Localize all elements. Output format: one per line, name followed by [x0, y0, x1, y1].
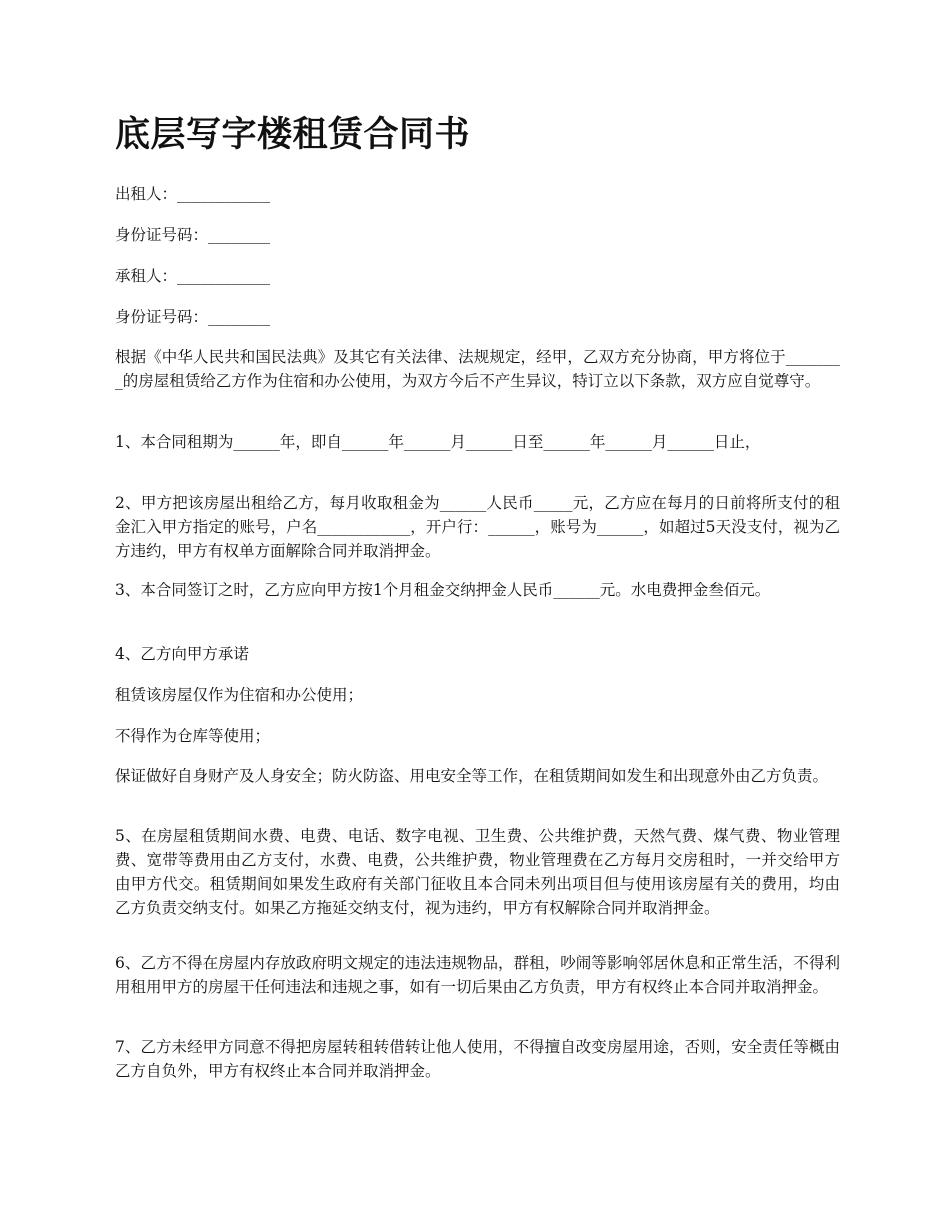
lessor-id-field: 身份证号码：________	[115, 226, 271, 244]
lessee-id-field: 身份证号码：________	[115, 308, 271, 326]
document-title: 底层写字楼租赁合同书	[115, 114, 471, 155]
clause-4: 4、乙方向甲方承诺	[115, 645, 249, 663]
clause-6: 6、乙方不得在房屋内存放政府明文规定的违法违规物品，群租，吵闹等影响邻居休息和正常生活，不得利用租用甲方的房屋干任何违法和违规之事，如有一切后果由乙方负责，甲方有权终止本合同并取消押金。	[115, 954, 840, 996]
clause-1: 1、本合同租期为______年，即自______年______月______日至______年______月______日止，	[115, 433, 761, 451]
clause-4-item-2: 不得作为仓库等使用；	[115, 727, 271, 745]
clause-4-item-1: 租赁该房屋仅作为住宿和办公使用；	[115, 686, 364, 704]
clause-7: 7、乙方未经甲方同意不得把房屋转租转借转让他人使用，不得擅自改变房屋用途，否则，安全责任等概由乙方自负外，甲方有权终止本合同并取消押金。	[115, 1038, 840, 1080]
clause-2: 2、甲方把该房屋出租给乙方，每月收取租金为______人民币_____元，乙方应在每月的日前将所支付的租金汇入甲方指定的账号，户名____________，开户行：______，账号为______，如超过5天没支付，视为乙方违约，甲方有权单方面解除合同并取消押金。	[115, 494, 840, 560]
preamble-paragraph: 根据《中华人民共和国民法典》及其它有关法律、法规规定，经甲，乙双方充分协商，甲方将位于________的房屋租赁给乙方作为住宿和办公使用，为双方今后不产生异议，特订立以下条款，双方应自觉尊守。	[115, 348, 840, 390]
lessor-field: 出租人：____________	[115, 185, 271, 203]
clause-5: 5、在房屋租赁期间水费、电费、电话、数字电视、卫生费、公共维护费，天然气费、煤气费、物业管理费、宽带等费用由乙方支付，水费、电费，公共维护费，物业管理费在乙方每月交房租时，一并交给甲方由甲方代交。租赁期间如果发生政府有关部门征收且本合同未列出项目但与使用该房屋有关的费用，均由乙方负责交纳支付。如果乙方拖延交纳支付，视为违约，甲方有权解除合同并取消押金。	[115, 827, 840, 917]
lessee-field: 承租人：____________	[115, 267, 271, 285]
clause-4-item-3: 保证做好自身财产及人身安全；防火防盗、用电安全等工作，在租赁期间如发生和出现意外由乙方负责。	[115, 767, 829, 785]
clause-3: 3、本合同签订之时，乙方应向甲方按1个月租金交纳押金人民币______元。水电费押金叁佰元。	[115, 581, 771, 599]
